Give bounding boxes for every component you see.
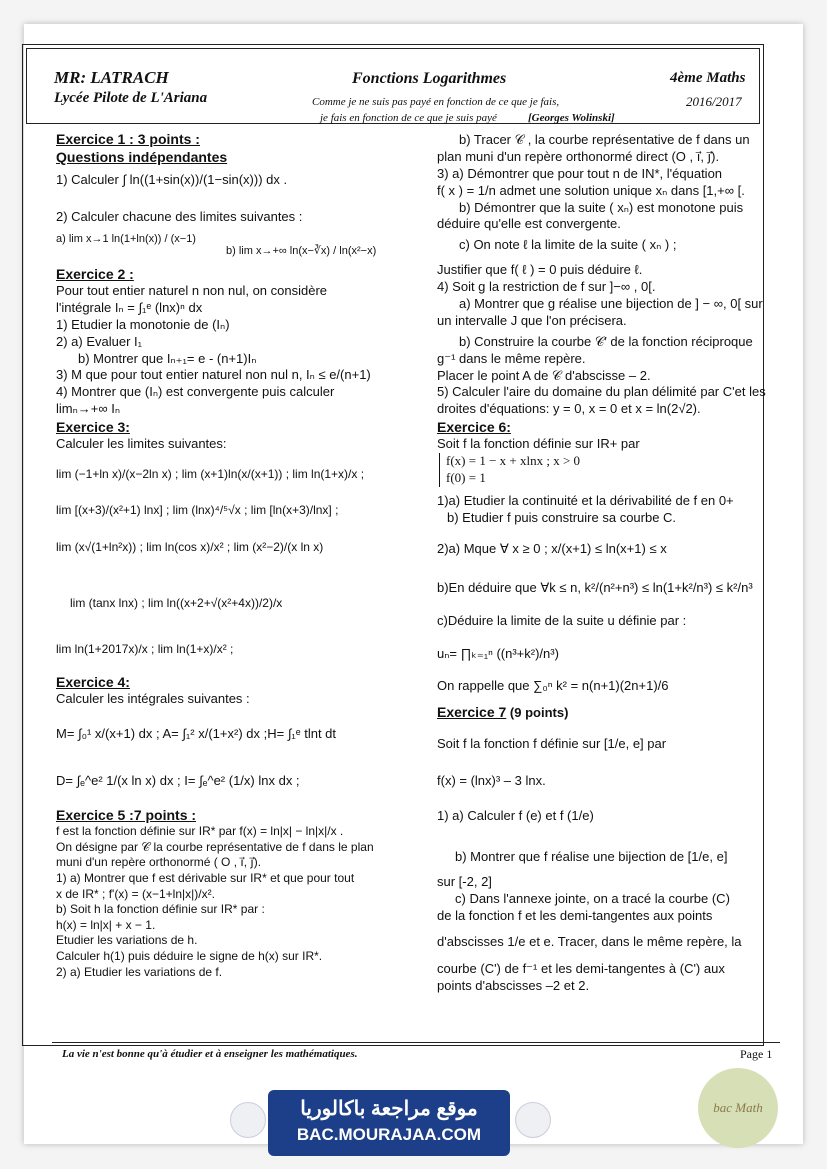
ex5-line-10: 2) a) Etudier les variations de f. [56,964,223,979]
ex4-row-2: D= ∫ₑ^e² 1/(x ln x) dx ; I= ∫ₑ^e² (1/x) lnx dx ; [56,773,300,789]
ex6-line-5: b) Etudier f puis construire sa courbe C. [447,510,677,525]
ex5-line-3: muni d'un repère orthonormé ( O , i⃗, j⃗). [56,855,262,870]
ex7-line-9: courbe (C') de f⁻¹ et les demi-tangentes à (C') aux [437,961,725,977]
ex5-right-3: 3) a) Démontrer que pour tout n de IN*, l'équation [437,165,723,181]
ex7-line-2: f(x) = (lnx)³ – 3 lnx. [437,773,546,789]
ex6-line-4: 1)a) Etudier la continuité et la dérivabilité de f en 0+ [437,493,734,509]
school-year: 2016/2017 [686,94,742,109]
site-banner[interactable] [268,1090,510,1156]
ex3-line-1: Calculer les limites suivantes: [56,436,227,452]
ex5-right-9: 4) Soit g la restriction de f sur ]−∞ , 0[. [437,279,656,295]
exercise-7-heading [437,703,772,722]
ex6-line-3: f(0) = 1 [439,470,772,487]
ex6-line-9: uₙ= ∏ₖ₌₁ⁿ ((n³+k²)/n³) [437,645,559,661]
ex6-line-8: c)Déduire la limite de la suite u définie par : [437,612,687,628]
ex5-right-14: Placer le point A de 𝒞 d'abscisse – 2. [437,367,651,383]
ex3-row-3: lim (x√(1+ln²x)) ; lim ln(cos x)/x² ; lim (x²−2)/(x ln x) [56,540,324,555]
ex3-row-1: lim (−1+ln x)/(x−2ln x) ; lim (x+1)ln(x/(x+1)) ; lim ln(1+x)/x ; [56,467,365,482]
ex3-row-4: lim (tanx lnx) ; lim ln((x+2+√(x²+4x))/2)/x [70,595,283,610]
ex7-line-6: c) Dans l'annexe jointe, on a tracé la courbe (C) [455,890,730,906]
ex7-line-5: sur [-2, 2] [437,873,492,889]
ex5-right-13: g⁻¹ dans le même repère. [437,350,586,366]
ex1-limit-a-text: a) lim x→1 ln(1+ln(x)) / (x−1) [56,233,196,246]
exercise-7-points: (9 points) [509,705,569,721]
quote-line-2: je fais en fonction de ce que je suis payé [320,112,497,124]
ex2-question-4: 4) Montrer que (Iₙ) est convergente puis calculer [56,384,335,400]
teacher-name: MR: LATRACH [54,68,169,87]
ex5-right-8: Justifier que f( ℓ ) = 0 puis déduire ℓ. [437,262,643,278]
class-label: 4ème Maths [670,70,746,86]
ex4-row-1: M= ∫₀¹ x/(x+1) dx ; A= ∫₁² x/(1+x²) dx ;H= ∫₁ᵉ tlnt dt [56,726,337,742]
ex2-question-2b: b) Montrer que Iₙ₊₁= e - (n+1)Iₙ [78,350,257,366]
footer-rule [52,1042,780,1043]
exercise-1-title: Exercice 1 : 3 points : [56,131,200,147]
ex2-question-1: 1) Etudier la monotonie de (Iₙ) [56,316,230,332]
ex7-line-3: 1) a) Calculer f (e) et f (1/e) [437,808,594,824]
exercise-2-title: Exercice 2 : [56,265,134,282]
ex5-right-7: c) On note ℓ la limite de la suite ( xₙ ) ; [459,237,677,253]
ex5-right-4: f( x ) = 1/n admet une solution unique xₙ dans [1,+∞ [. [437,182,745,198]
ex5-right-16: droites d'équations: y = 0, x = 0 et x = ln(2√2). [437,401,701,417]
right-column [437,132,772,995]
ex5-line-4: 1) a) Montrer que f est dérivable sur IR* et que pour tout [56,870,355,885]
ex2-line-1: Pour tout entier naturel n non nul, on considère [56,282,328,298]
left-column [56,130,406,980]
ex2-question-4b: limₙ→+∞ Iₙ [56,401,121,417]
page-number: Page 1 [740,1047,773,1061]
ex7-line-4: b) Montrer que f réalise une bijection de [1/e, e] [455,848,728,864]
ex7-line-10: points d'abscisses –2 et 2. [437,978,590,994]
ex6-line-6: 2)a) Mque ∀ x ≥ 0 ; x/(x+1) ≤ ln(x+1) ≤ x [437,540,667,556]
ex5-line-1: f est la fonction définie sur IR* par f(x) = ln|x| − ln|x|/x . [56,824,344,839]
exercise-4-title: Exercice 4: [56,674,130,691]
ex5-right-11: un intervalle J que l'on précisera. [437,312,627,328]
exercise-5-title: Exercice 5 :7 points : [56,806,197,823]
bac-math-logo-text: bac Math [713,1100,763,1115]
exercise-6-title: Exercice 6: [437,419,511,436]
ex2-question-2a: 2) a) Evaluer I₁ [56,333,143,349]
exercise-3-title: Exercice 3: [56,419,130,436]
right-book-logo-icon [515,1102,551,1138]
ex5-line-9: Calculer h(1) puis déduire le signe de h(x) sur IR*. [56,948,323,963]
ex5-line-5: x de IR* ; f'(x) = (x−1+ln|x|)/x². [56,886,215,901]
ex1-limit-b: b) lim x→+∞ ln(x−∛x) / ln(x²−x) [226,245,377,258]
ex4-line-1: Calculer les intégrales suivantes : [56,691,250,707]
ex5-right-6: déduire qu'elle est convergente. [437,216,621,232]
ex5-right-1: b) Tracer 𝒞 , la courbe représentative de f dans un [459,132,750,147]
banner-url[interactable]: BAC.MOURAJAA.COM [296,1125,482,1144]
doc-title: Fonctions Logarithmes [352,70,507,87]
ex6-line-2: f(x) = 1 − x + xlnx ; x > 0 [439,453,772,470]
ex5-line-6: b) Soit h la fonction définie sur IR* par : [56,902,265,917]
ex5-line-2: On désigne par 𝒞 la courbe représentative de f dans le plan [56,839,374,854]
ex5-right-12: b) Construire la courbe 𝒞′ de la fonction réciproque [459,333,753,349]
ex6-line-1: Soit f la fonction définie sur IR+ par [437,436,640,452]
left-book-logo-icon [230,1102,266,1138]
ex5-line-8: Etudier les variations de h. [56,933,198,948]
quote-line-1: Comme je ne suis pas payé en fonction de ce que je fais, [312,96,560,108]
ex6-line-7: b)En déduire que ∀k ≤ n, k²/(n²+n³) ≤ ln(1+k²/n³) ≤ k²/n³ [437,579,753,595]
ex5-right-10: a) Montrer que g réalise une bijection de ] − ∞, 0[ sur [459,296,763,312]
exercise-7-title: Exercice 7 [437,704,507,721]
school-name: Lycée Pilote de L'Ariana [54,90,208,106]
ex5-right-2: plan muni d'un repère orthonormé direct (O , i⃗, j⃗). [437,148,720,164]
ex1-question-2: 2) Calculer chacune des limites suivantes : [56,209,303,225]
ex7-line-1: Soit f la fonction f définie sur [1/e, e] par [437,736,667,752]
ex5-line-7: h(x) = ln|x| + x − 1. [56,917,156,932]
ex3-row-5: lim ln(1+2017x)/x ; lim ln(1+x)/x² ; [56,641,234,656]
ex6-line-10: On rappelle que ∑₀ⁿ k² = n(n+1)(2n+1)/6 [437,678,669,694]
footer-motto: La vie n'est bonne qu'à étudier et à enseigner les mathématiques. [62,1048,358,1060]
banner-arabic: موقع مراجعة باكالوريا [300,1098,478,1120]
exercise-1-subtitle: Questions indépendantes [56,149,228,166]
quote-author: [Georges Wolinski] [528,112,615,124]
ex5-right-5: b) Démontrer que la suite ( xₙ) est monotone puis [459,199,744,215]
ex3-row-2: lim [(x+3)/(x²+1) lnx] ; lim (lnx)⁴/⁵√x ; lim [ln(x+3)/lnx] ; [56,502,339,517]
ex5-right-15: 5) Calculer l'aire du domaine du plan délimité par C'et les [437,384,766,400]
ex1-question-1: 1) Calculer ∫ ln((1+sin(x))/(1−sin(x))) dx . [56,172,288,188]
ex7-line-7: de la fonction f et les demi-tangentes aux points [437,907,713,923]
ex2-question-3: 3) M que pour tout entier naturel non nul n, Iₙ ≤ e/(n+1) [56,367,371,383]
ex2-line-2: l'intégrale Iₙ = ∫₁ᵉ (lnx)ⁿ dx [56,299,203,315]
bac-math-logo [698,1068,778,1148]
ex7-line-8: d'abscisses 1/e et e. Tracer, dans le même repère, la [437,934,742,950]
